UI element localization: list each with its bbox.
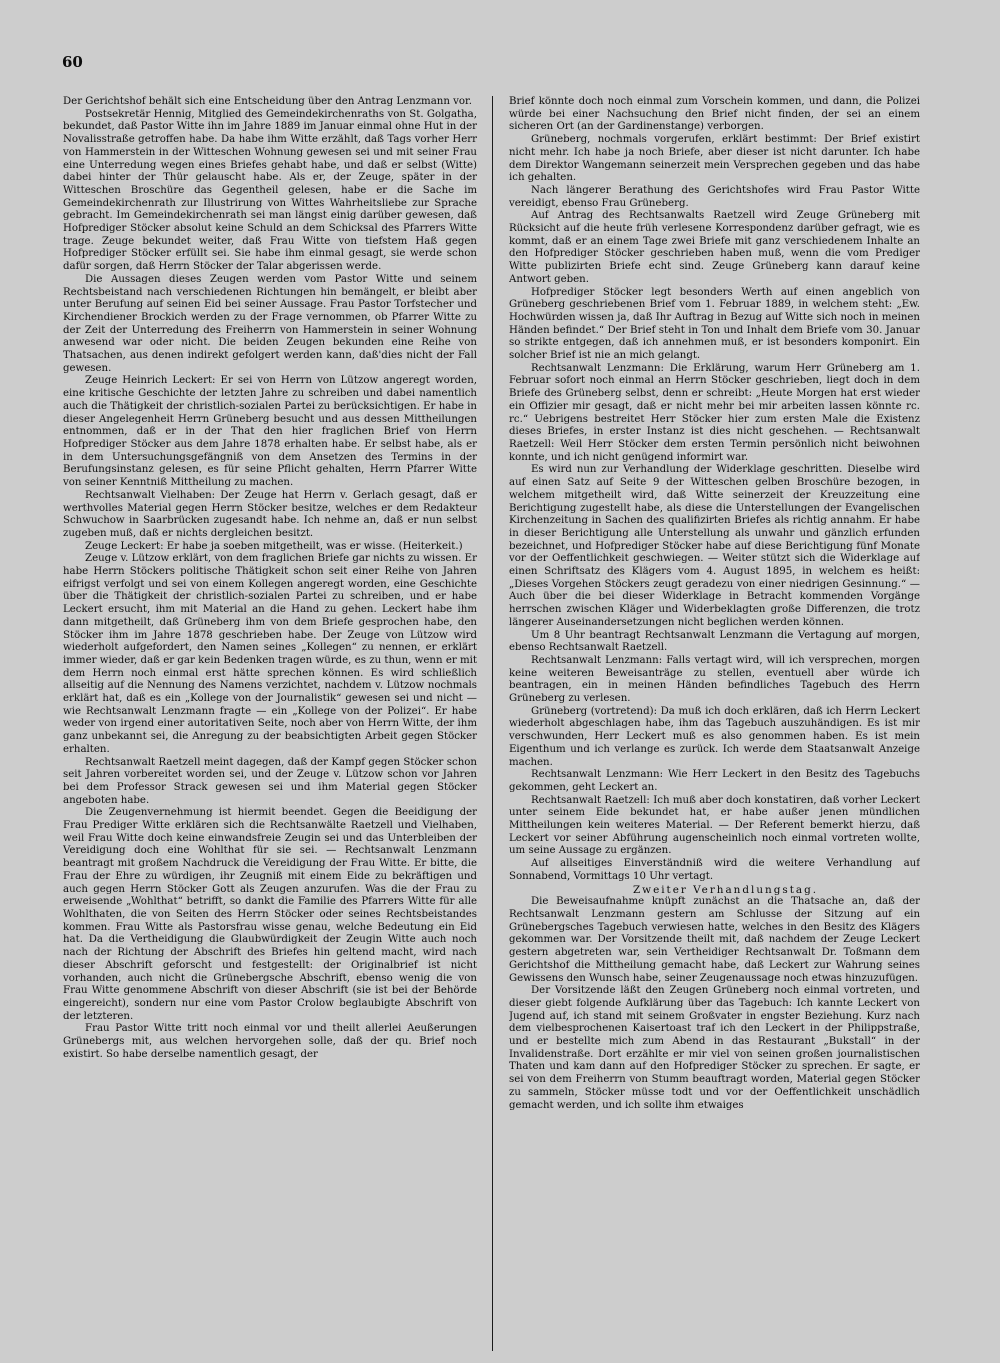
page-number: 60 <box>62 53 83 71</box>
paragraph: Grüneberg (vortretend): Da muß ich doch erklären, daß ich Herrn Leckert wiederholt abgeschlagen habe, ihm das Tagebuch auszuhändigen. Es ist mir verschwunden, Herr Leckert muß es also genommen haben. Es ist mein Eigenthum und ich verlange es zurück. Ich werde dem Staatsanwalt Anzeige machen. <box>509 705 920 768</box>
paragraph: Nach längerer Berathung des Gerichtshofes wird Frau Pastor Witte vereidigt, ebenso Frau Grüneberg. <box>509 184 920 209</box>
paragraph: Rechtsanwalt Vielhaben: Der Zeuge hat Herrn v. Gerlach gesagt, daß er werthvolles Material gegen Herrn Stöcker besitze, welches er dem Redakteur Schwuchow in Saarbrücken zugesandt habe. Ich nehme an, daß er nun selbst zugeben muß, daß er nichts dergleichen besitzt. <box>63 489 477 539</box>
paragraph: Es wird nun zur Verhandlung der Widerklage geschritten. Dieselbe wird auf einen Satz auf Seite 9 der Witteschen gelben Broschüre bezogen, in welchem mitgetheilt wird, daß Witte seinerzeit der Kreuzzeitung eine Berichtigung zugestellt habe, als diese die Unterstellungen der Evangelischen Kirchenzeitung in Sachen des qualifizirten Briefes als richtig annahm. Er habe in dieser Berichtigung alle Unterstellung als unwahr und gänzlich erfunden bezeichnet, und Hofprediger Stöcker habe auf diese Berichtigung fünf Monate vor der Oeffentlichkeit geschwiegen. — Weiter stützt sich die Widerklage auf einen Schriftsatz des Klägers vom 4. August 1895, in welchem es heißt: „Dieses Vorgehen Stöckers zeugt geradezu von einer niedrigen Gesinnung.“ — Auch über die bei dieser Widerklage in Betracht kommenden Vorgänge herrschen zwischen Kläger und Widerbeklagten große Differenzen, die trotz längerer Auseinandersetzungen nicht beglichen werden können. <box>509 464 920 628</box>
paragraph: Die Aussagen dieses Zeugen werden vom Pastor Witte und seinem Rechtsbeistand nach verschiedenen Richtungen hin bemängelt, er bleibt aber unter Berufung auf seinen Eid bei seiner Aussage. Frau Pastor Torfstecher und Kirchendiener Brockich werden zu der Frage vernommen, ob Pfarrer Witte zu der Zeit der Unterredung des Freiherrn von Hammerstein in seiner Wohnung anwesend war oder nicht. Die beiden Zeugen bekunden eine Reihe von Thatsachen, aus denen indirekt gefolgert werden kann, daß'dies nicht der Fall gewesen. <box>63 273 477 374</box>
paragraph: Rechtsanwalt Lenzmann: Falls vertagt wird, will ich versprechen, morgen keine weiteren Beweisanträge zu stellen, eventuell aber würde ich beantragen, ein in meinen Händen befindliches Tagebuch des Herrn Grüneberg zu verlesen. <box>509 654 920 705</box>
section-heading: Zweiter Verhandlungstag. <box>632 883 819 896</box>
paragraph: Rechtsanwalt Lenzmann: Wie Herr Leckert in den Besitz des Tagebuchs gekommen, geht Leckert an. <box>509 769 920 793</box>
paragraph: Auf Antrag des Rechtsanwalts Raetzell wird Zeuge Grüneberg mit Rücksicht auf die heute früh verlesene Korrespondenz darüber gefragt, wie es kommt, daß er an einem Tage zwei Briefe mit ganz verschiedenem Inhalte an den Hofprediger Stöcker geschrieben haben muß, wenn die vom Prediger Witte publizirten Briefe echt sind. Zeuge Grüneberg kann darauf keine Antwort geben. <box>509 210 920 285</box>
column-divider <box>492 96 493 1351</box>
paragraph: Zeuge Heinrich Leckert: Er sei von Herrn von Lützow angeregt worden, eine kritische Geschichte der letzten Jahre zu schreiben und dabei namentlich auch die Thätigkeit der christlich-sozialen Partei zu berücksichtigen. Er habe in dieser Angelegenheit Herrn Grüneberg besucht und aus dessen Mittheilungen entnommen, daß er in der That den hier fraglichen Brief von Herrn Hofprediger Stöcker aus dem Jahre 1878 erhalten habe. Er selbst habe, als er in dem Untersuchungsgefängniß von dem Ansetzen des Termins in der Berufungsinstanz gelesen, es für seine Pflicht gehalten, Herrn Pfarrer Witte von seiner Kenntniß Mittheilung zu machen. <box>63 375 477 489</box>
paragraph: Rechtsanwalt Raetzell meint dagegen, daß der Kampf gegen Stöcker schon seit Jahren vorbereitet worden sei, und der Zeuge v. Lützow schon vor Jahren bei dem Professor Strack gewesen sei und ihm Material gegen Stöcker angeboten habe. <box>63 756 477 806</box>
paragraph: Zeuge v. Lützow erklärt, von dem fraglichen Briefe gar nichts zu wissen. Er habe Herrn Stöckers politische Thätigkeit schon seit einer Reihe von Jahren eifrigst verfolgt und sei von einem Kollegen angeregt worden, eine Geschichte über die Thätigkeit der christlich-sozialen Partei zu schreiben, und er habe Leckert ersucht, ihm mit Material an die Hand zu gehen. Leckert habe ihm dann mitgetheilt, daß Grüneberg ihm von dem Briefe gesprochen habe, den Stöcker ihm im Jahre 1878 geschrieben habe. Der Zeuge von Lützow wird wiederholt aufgefordert, den Namen seines „Kollegen“ zu nennen, er erklärt immer wieder, daß er gar kein Bedenken tragen würde, es zu thun, wenn er mit dem Herrn noch einmal erst hätte sprechen können. Es wird schließlich allseitig auf die Nennung des Namens verzichtet, nachdem v. Lützow nochmals erklärt hat, daß es ein „Kollege von der Journalistik“ gewesen sei und nicht — wie Rechtsanwalt Lenzmann fragte — ein „Kollege von der Polizei“. Er habe weder von irgend einer autoritativen Seite, noch aber von Herrn Witte, der ihm ganz unbekannt sei, die Anregung zu der beabsichtigten Arbeit gegen Stöcker erhalten. <box>63 553 477 755</box>
paragraph: Um 8 Uhr beantragt Rechtsanwalt Lenzmann die Vertagung auf morgen, ebenso Rechtsanwalt Raetzell. <box>509 629 920 654</box>
left-column <box>63 96 477 1354</box>
paragraph: Die Zeugenvernehmung ist hiermit beendet. Gegen die Beeidigung der Frau Prediger Witte erklären sich die Rechtsanwälte Raetzell und Vielhaben, weil Frau Witte doch keine einwandsfreie Zeugin sei und das Unterbleiben der Vereidigung doch eine Wohlthat für sie sei. — Rechtsanwalt Lenzmann beantragt mit großem Nachdruck die Vereidigung der Frau Witte. Er bitte, die Frau der Ehre zu würdigen, ihr Zeugniß mit einem Eide zu bekräftigen und auch gegen Herrn Stöcker Gott als Zeugen anzurufen. Was die der Frau zu erweisende „Wohlthat“ betrifft, so dankt die Familie des Pfarrers Witte für alle Wohlthaten, die von Seiten des Herrn Stöcker oder seines Rechtsbeistandes kommen. Frau Witte als Pastorsfrau wisse genau, welche Bedeutung ein Eid hat. Da die Vertheidigung die Glaubwürdigkeit der Zeugin Witte auch noch nach der Richtung der Abschrift des Briefes hin geltend macht, wird nach dieser Abschrift geforscht und festgestellt: der Originalbrief ist nicht vorhanden, auch nicht die Grünebergsche Abschrift, ebenso wenig die von Frau Witte genommene Abschrift von dieser Abschrift (sie ist bei der Behörde eingereicht), sondern nur eine vom Pastor Crolow beglaubigte Abschrift von der letzteren. <box>63 807 477 1022</box>
paragraph: Zeuge Leckert: Er habe ja soeben mitgetheilt, was er wisse. (Heiterkeit.) <box>85 540 463 552</box>
paragraph: Rechtsanwalt Raetzell: Ich muß aber doch konstatiren, daß vorher Leckert unter seinem Eide bekundet hat, er habe außer jenen mündlichen Mittheilungen kein weiteres Material. — Der Referent bemerkt hierzu, daß Leckert vor seiner Abführung augenscheinlich noch einmal vortreten wollte, um seine Aussage zu ergänzen. <box>509 794 920 857</box>
paragraph: Rechtsanwalt Lenzmann: Die Erklärung, warum Herr Grüneberg am 1. Februar sofort noch einmal an Herrn Stöcker geschrieben, liegt doch in dem Briefe des Grüneberg selbst, denn er schreibt: „Heute Morgen hat erst wieder ein Offizier mir gesagt, daß er nicht mehr bei mir arbeiten lassen könnte rc. rc.“ Uebrigens bestreitet Herr Stöcker hier zum ersten Male die Existenz dieses Briefes, in erster Instanz ist dies nicht geschehen. — Rechtsanwalt Raetzell: Weil Herr Stöcker dem ersten Termin persönlich nicht beiwohnen konnte, und ich nicht genügend informirt war. <box>509 362 920 463</box>
paragraph: Hofprediger Stöcker legt besonders Werth auf einen angeblich von Grüneberg geschriebenen Brief vom 1. Februar 1889, in welchem steht: „Ew. Hochwürden wissen ja, daß Ihr Auftrag in Bezug auf Witte sich noch in meinen Händen befindet.“ Der Brief steht in Ton und Inhalt dem Briefe vom 30. Januar so strikte entgegen, daß ich annehmen muß, er ist besonders komponirt. Ein solcher Brief ist nie an mich gelangt. <box>509 286 920 362</box>
right-column <box>509 96 920 1354</box>
paragraph: Der Gerichtshof behält sich eine Entscheidung über den Antrag Lenzmann vor. <box>63 96 473 107</box>
paragraph: Brief könnte doch noch einmal zum Vorschein kommen, und dann, die Polizei würde bei einer Nachsuchung den Brief nicht finden, der sei an einem sicheren Ort (an der Gardinenstange) verborgen. <box>509 96 920 133</box>
paragraph: Der Vorsitzende läßt den Zeugen Grüneberg noch einmal vortreten, und dieser giebt folgende Aufklärung über das Tagebuch: Ich kannte Leckert von Jugend auf, ich stand mit seinem Großvater in engster Beziehung. Kurz nach dem vielbesprochenen Kaisertoast traf ich den Leckert in der Philippstraße, und er bestellte mich zum Abend in das Restaurant „Bukstall“ in der Invalidenstraße. Dort erzählte er mir viel von seinen großen journalistischen Thaten und kam dann auf den Hofprediger Stöcker zu sprechen. Er sagte, er sei von dem Freiherrn von Stumm beauftragt worden, Material gegen Stöcker zu sammeln, Stöcker müsse todt und vor der Oeffentlichkeit unschädlich gemacht werden, und ich sollte ihm etwaiges <box>509 985 920 1111</box>
paragraph: Grüneberg, nochmals vorgerufen, erklärt bestimmt: Der Brief existirt nicht mehr. Ich habe ja noch Briefe, aber dieser ist nicht darunter. Ich habe dem Direktor Wangemann seinerzeit mein Versprechen gegeben und das habe ich gehalten. <box>509 134 920 184</box>
paragraph: Frau Pastor Witte tritt noch einmal vor und theilt allerlei Aeußerungen Grünebergs mit, aus welchen hervorgehen solle, daß der qu. Brief noch existirt. So habe derselbe namentlich gesagt, der <box>63 1023 477 1060</box>
paragraph: Die Beweisaufnahme knüpft zunächst an die Thatsache an, daß der Rechtsanwalt Lenzmann gestern am Schlusse der Sitzung auf ein Grünebergsches Tagebuch verwiesen hatte, welches in den Besitz des Klägers gekommen war. Der Vorsitzende theilt mit, daß nachdem der Zeuge Leckert gestern abgetreten war, sein Vertheidiger Rechtsanwalt Dr. Toßmann dem Gerichtshof die Mittheilung gemacht habe, daß Leckert zur Wahrung seines Gewissens den Wunsch habe, seiner Zeugenaussage noch etwas hinzuzufügen. <box>509 896 920 984</box>
paragraph: Postsekretär Hennig, Mitglied des Gemeindekirchenraths von St. Golgatha, bekundet, daß Pastor Witte ihn im Jahre 1889 im Januar einmal ohne Hut in der Novalisstraße getroffen habe. Da habe ihm Witte erzählt, daß Tags vorher Herr von Hammerstein in der Witteschen Wohnung gewesen sei und mit seiner Frau eine Unterredung wegen eines Briefes gehabt habe, und daß er selbst (Witte) dabei hinter der Thür gelauscht habe. Als er, der Zeuge, später in der Witteschen Broschüre das Gegentheil gelesen, habe er die Sache im Gemeindekirchenrath zur Illustrirung von Wittes Wahrheitsliebe zur Sprache gebracht. Im Gemeindekirchenrath sei man längst einig darüber gewesen, daß Hofprediger Stöcker absolut keine Schuld an dem Schicksal des Pfarrers Witte trage. Zeuge bekundet weiter, daß Frau Witte von tiefstem Haß gegen Hofprediger Stöcker erfüllt sei. Sie habe ihm einmal gesagt, sie werde schon dafür sorgen, daß Herrn Stöcker der Talar abgerissen werde. <box>63 108 477 273</box>
paragraph: Auf allseitiges Einverständniß wird die weitere Verhandlung auf Sonnabend, Vormittags 10 Uhr vertagt. <box>509 858 920 882</box>
